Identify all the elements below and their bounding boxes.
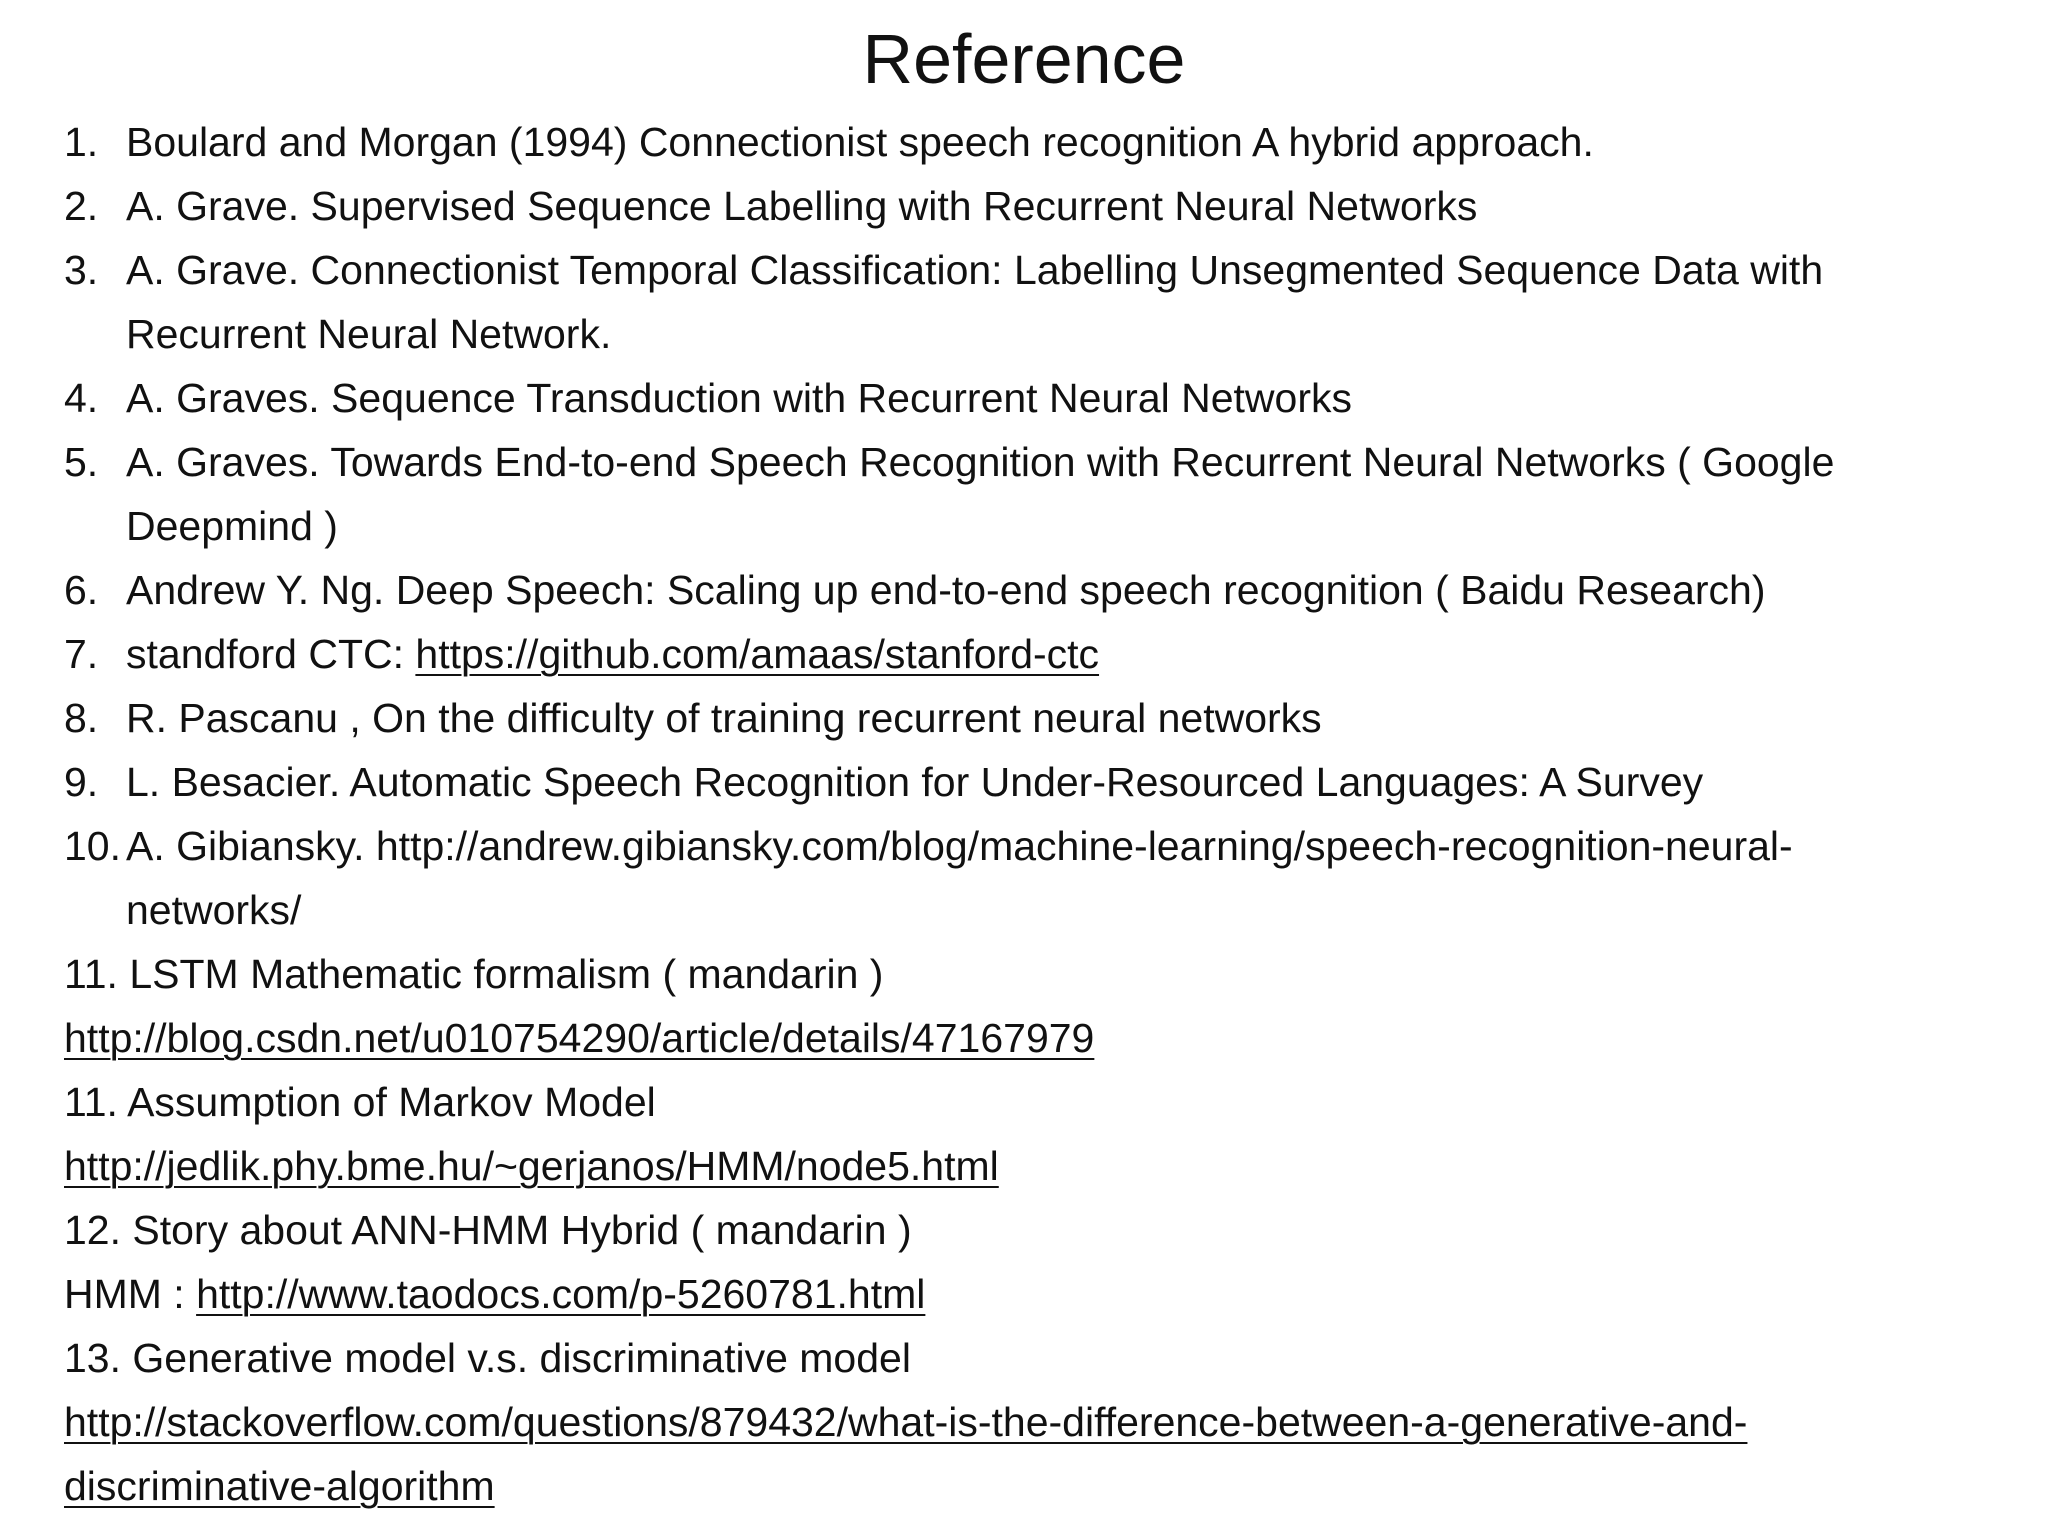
stackoverflow-link[interactable]: http://stackoverflow.com/questions/879432/what-is-the-difference-between-a-generative-and- [64, 1399, 1748, 1445]
item-text: networks/ [126, 887, 302, 933]
list-item [64, 686, 2024, 750]
item-text: A. Grave. Connectionist Temporal Classification: Labelling Unsegmented Sequence Data with [126, 247, 1824, 293]
list-item-continuation [64, 494, 2024, 558]
list-item [64, 110, 2024, 174]
extra-heading-text: 11. LSTM Mathematic formalism ( mandarin ) [64, 951, 884, 997]
item-number: 7. [64, 631, 99, 677]
item-number: 3. [64, 247, 99, 293]
item-number: 2. [64, 183, 99, 229]
item-text: L. Besacier. Automatic Speech Recognition for Under-Resourced Languages: A Survey [126, 759, 1704, 805]
list-item [64, 814, 2024, 878]
extra-link-line [64, 1454, 2024, 1518]
item-text: Boulard and Morgan (1994) Connectionist speech recognition A hybrid approach. [126, 119, 1594, 165]
item-text: A. Graves. Sequence Transduction with Recurrent Neural Networks [126, 375, 1352, 421]
stanford-ctc-link[interactable]: https://github.com/amaas/stanford-ctc [415, 631, 1100, 677]
extra-heading-text: 12. Story about ANN-HMM Hybrid ( mandarin ) [64, 1207, 912, 1253]
markov-model-link[interactable]: http://jedlik.phy.bme.hu/~gerjanos/HMM/node5.html [64, 1143, 999, 1189]
item-number: 8. [64, 695, 99, 741]
extra-heading [64, 1198, 2024, 1262]
item-text: A. Graves. Towards End-to-end Speech Recognition with Recurrent Neural Networks ( Google [126, 439, 1835, 485]
extra-link-line [64, 1006, 2024, 1070]
extra-link-line [64, 1262, 2024, 1326]
extra-heading [64, 1326, 2024, 1390]
list-item [64, 558, 2024, 622]
item-number: 4. [64, 375, 99, 421]
item-text: Andrew Y. Ng. Deep Speech: Scaling up end-to-end speech recognition ( Baidu Research) [126, 567, 1766, 613]
item-number: 5. [64, 439, 99, 485]
reference-list [64, 110, 2024, 1518]
extra-heading [64, 942, 2024, 1006]
slide-title: Reference [862, 20, 1186, 98]
item-number: 10. [64, 823, 121, 869]
item-text [126, 622, 1099, 686]
hmm-prefix: HMM : [64, 1271, 197, 1317]
extra-heading-text: 11. Assumption of Markov Model [64, 1079, 656, 1125]
extra-link-line [64, 1390, 2024, 1454]
item-prefix: standford CTC: [126, 631, 416, 677]
item-text: Deepmind ) [126, 503, 338, 549]
csdn-lstm-link[interactable]: http://blog.csdn.net/u010754290/article/details/47167979 [64, 1015, 1095, 1061]
extra-link-line [64, 1134, 2024, 1198]
list-item-continuation [64, 878, 2024, 942]
taodocs-link[interactable]: http://www.taodocs.com/p-5260781.html [196, 1271, 926, 1317]
list-item [64, 430, 2024, 494]
extra-heading-text: 13. Generative model v.s. discriminative model [64, 1335, 911, 1381]
list-item [64, 750, 2024, 814]
extra-link-wrap [64, 1262, 925, 1326]
list-item-continuation [64, 302, 2024, 366]
item-text: A. Grave. Supervised Sequence Labelling with Recurrent Neural Networks [126, 183, 1478, 229]
list-item [64, 622, 2024, 686]
list-item [64, 366, 2024, 430]
item-text: A. Gibiansky. http://andrew.gibiansky.com/blog/machine-learning/speech-recognition-neural- [126, 823, 1793, 869]
list-item [64, 238, 2024, 302]
extra-heading [64, 1070, 2024, 1134]
item-number: 1. [64, 119, 99, 165]
item-number: 9. [64, 759, 99, 805]
stackoverflow-link-continued[interactable]: discriminative-algorithm [64, 1463, 495, 1509]
item-text: R. Pascanu , On the difficulty of training recurrent neural networks [126, 695, 1322, 741]
list-item [64, 174, 2024, 238]
item-text: Recurrent Neural Network. [126, 311, 612, 357]
item-number: 6. [64, 567, 99, 613]
